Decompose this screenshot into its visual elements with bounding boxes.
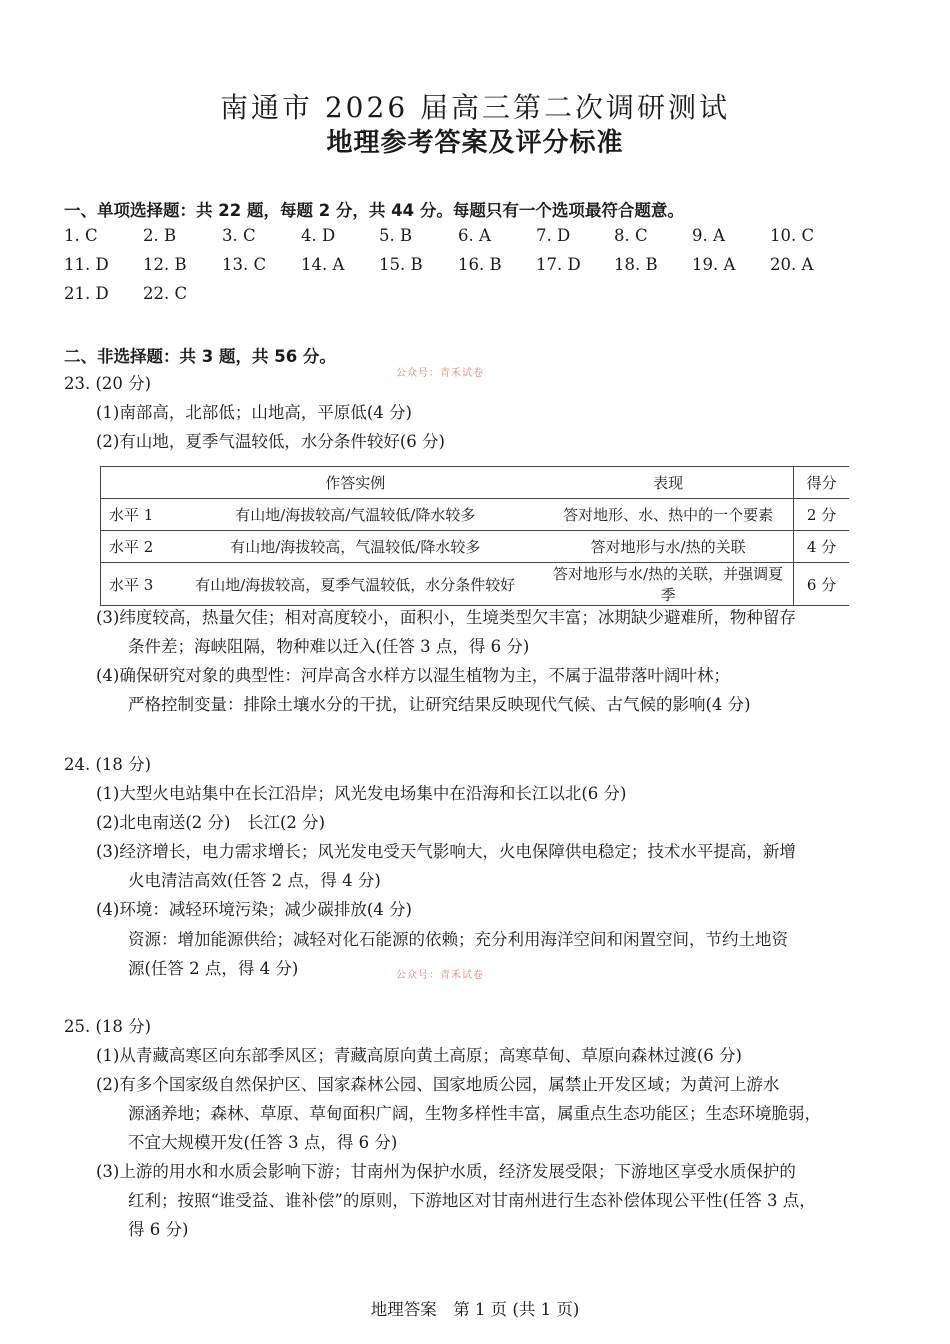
- mcq-answer: 11. D: [64, 255, 109, 274]
- mcq-answer: 4. D: [301, 226, 336, 245]
- mcq-answer: 18. B: [614, 255, 658, 274]
- q25-part1: (1)从青藏高寒区向东部季风区；青藏高原向黄土高原；高寒草甸、草原向森林过渡(6 分): [96, 1046, 742, 1065]
- table-header-cell: 表现: [543, 467, 794, 499]
- q25-part2-cont: 源涵养地；森林、草原、草甸面积广阔，生物多样性丰富，属重点生态功能区；生态环境脆弱，: [128, 1104, 821, 1123]
- mcq-answer: 10. C: [770, 226, 815, 245]
- watermark-text: 公众号：青禾试卷: [396, 970, 484, 981]
- page-subtitle: 地理参考答案及评分标准: [326, 128, 624, 158]
- mcq-answer: 5. B: [379, 226, 413, 245]
- section1-heading: 一、单项选择题：共 22 题，每题 2 分，共 44 分。每题只有一个选项最符合题意。: [64, 201, 684, 220]
- mcq-answer: 22. C: [143, 284, 188, 303]
- q23-part1: (1)南部高，北部低；山地高，平原低(4 分): [96, 403, 412, 422]
- q24-part4-cont: 源(任答 2 点，得 4 分): [128, 959, 299, 978]
- q24-part3: (3)经济增长，电力需求增长；风光发电受天气影响大，火电保障供电稳定；技术水平提高，新增: [96, 842, 796, 861]
- q23-part3-cont: 条件差；海峡阻隔，物种难以迁入(任答 3 点，得 6 分): [128, 637, 530, 656]
- mcq-answer: 17. D: [536, 255, 581, 274]
- table-row: [101, 531, 850, 563]
- mcq-answer: 19. A: [692, 255, 736, 274]
- q25-part3-cont: 得 6 分): [128, 1220, 189, 1239]
- mcq-answer: 21. D: [64, 284, 109, 303]
- mcq-answer: 13. C: [222, 255, 267, 274]
- mcq-answer: 1. C: [64, 226, 98, 245]
- table-cell-example: 有山地/海拔较高，气温较低/降水较多: [168, 531, 543, 563]
- q24-part1: (1)大型火电站集中在长江沿岸；风光发电场集中在沿海和长江以北(6 分): [96, 784, 627, 803]
- page-footer: 地理答案 第 1 页 (共 1 页): [370, 1300, 580, 1319]
- mcq-answer: 9. A: [692, 226, 725, 245]
- table-row: [101, 563, 850, 606]
- q23-part4-cont: 严格控制变量：排除土壤水分的干扰，让研究结果反映现代气候、古气候的影响(4 分): [128, 695, 751, 714]
- scoring-table: [100, 466, 849, 606]
- mcq-answer: 8. C: [614, 226, 648, 245]
- table-header-cell: [101, 467, 168, 499]
- q23-part2: (2)有山地，夏季气温较低，水分条件较好(6 分): [96, 432, 445, 451]
- mcq-answer: 2. B: [143, 226, 177, 245]
- table-cell-score: 6 分: [794, 563, 849, 606]
- q25-part2-cont: 不宜大规模开发(任答 3 点，得 6 分): [128, 1133, 398, 1152]
- mcq-answer: 14. A: [301, 255, 345, 274]
- q23-title: 23. (20 分): [64, 374, 152, 393]
- q23-part4: (4)确保研究对象的典型性：河岸高含水样方以湿生植物为主，不属于温带落叶阔叶林；: [96, 666, 730, 685]
- q25-title: 25. (18 分): [64, 1017, 152, 1036]
- table-cell-performance: 答对地形、水、热中的一个要素: [543, 499, 794, 531]
- q25-part2: (2)有多个国家级自然保护区、国家森林公园、国家地质公园，属禁止开发区域；为黄河上游水: [96, 1075, 780, 1094]
- watermark-text: 公众号：青禾试卷: [396, 368, 484, 379]
- q24-part4: (4)环境：减轻环境污染；减少碳排放(4 分): [96, 900, 412, 919]
- table-cell-level: 水平 3: [101, 563, 168, 606]
- table-header-cell: 作答实例: [168, 467, 543, 499]
- table-cell-example: 有山地/海拔较高/气温较低/降水较多: [168, 499, 543, 531]
- table-row: [101, 499, 850, 531]
- table-cell-level: 水平 1: [101, 499, 168, 531]
- q24-part4-resource: 资源：增加能源供给；减轻对化石能源的依赖；充分利用海洋空间和闲置空间，节约土地资: [128, 930, 788, 949]
- mcq-answer: 6. A: [458, 226, 491, 245]
- table-cell-example: 有山地/海拔较高，夏季气温较低，水分条件较好: [168, 563, 543, 606]
- mcq-answer: 3. C: [222, 226, 256, 245]
- mcq-answer: 7. D: [536, 226, 571, 245]
- table-cell-performance: 答对地形与水/热的关联，并强调夏季: [543, 563, 794, 606]
- table-header-row: [101, 467, 850, 499]
- table-cell-score: 4 分: [794, 531, 849, 563]
- mcq-answer: 12. B: [143, 255, 187, 274]
- page-title: 南通市 2026 届高三第二次调研测试: [219, 91, 731, 124]
- q25-part3: (3)上游的用水和水质会影响下游；甘南州为保护水质，经济发展受限；下游地区享受水质保护的: [96, 1162, 796, 1181]
- q24-title: 24. (18 分): [64, 755, 152, 774]
- table-cell-performance: 答对地形与水/热的关联: [543, 531, 794, 563]
- section2-heading: 二、非选择题：共 3 题，共 56 分。: [64, 347, 336, 366]
- mcq-answer: 16. B: [458, 255, 502, 274]
- mcq-answer: 15. B: [379, 255, 423, 274]
- q23-part3: (3)纬度较高，热量欠佳；相对高度较小，面积小，生境类型欠丰富；冰期缺少避难所，物种留存: [96, 608, 796, 627]
- table-header-cell: 得分: [794, 467, 849, 499]
- q24-part2: (2)北电南送(2 分) 长江(2 分): [96, 813, 326, 832]
- table-cell-score: 2 分: [794, 499, 849, 531]
- q25-part3-cont: 红利；按照“谁受益、谁补偿”的原则，下游地区对甘南州进行生态补偿体现公平性(任答 3 点，: [128, 1191, 816, 1210]
- mcq-answer: 20. A: [770, 255, 814, 274]
- q24-part3-cont: 火电清洁高效(任答 2 点，得 4 分): [128, 871, 381, 890]
- table-cell-level: 水平 2: [101, 531, 168, 563]
